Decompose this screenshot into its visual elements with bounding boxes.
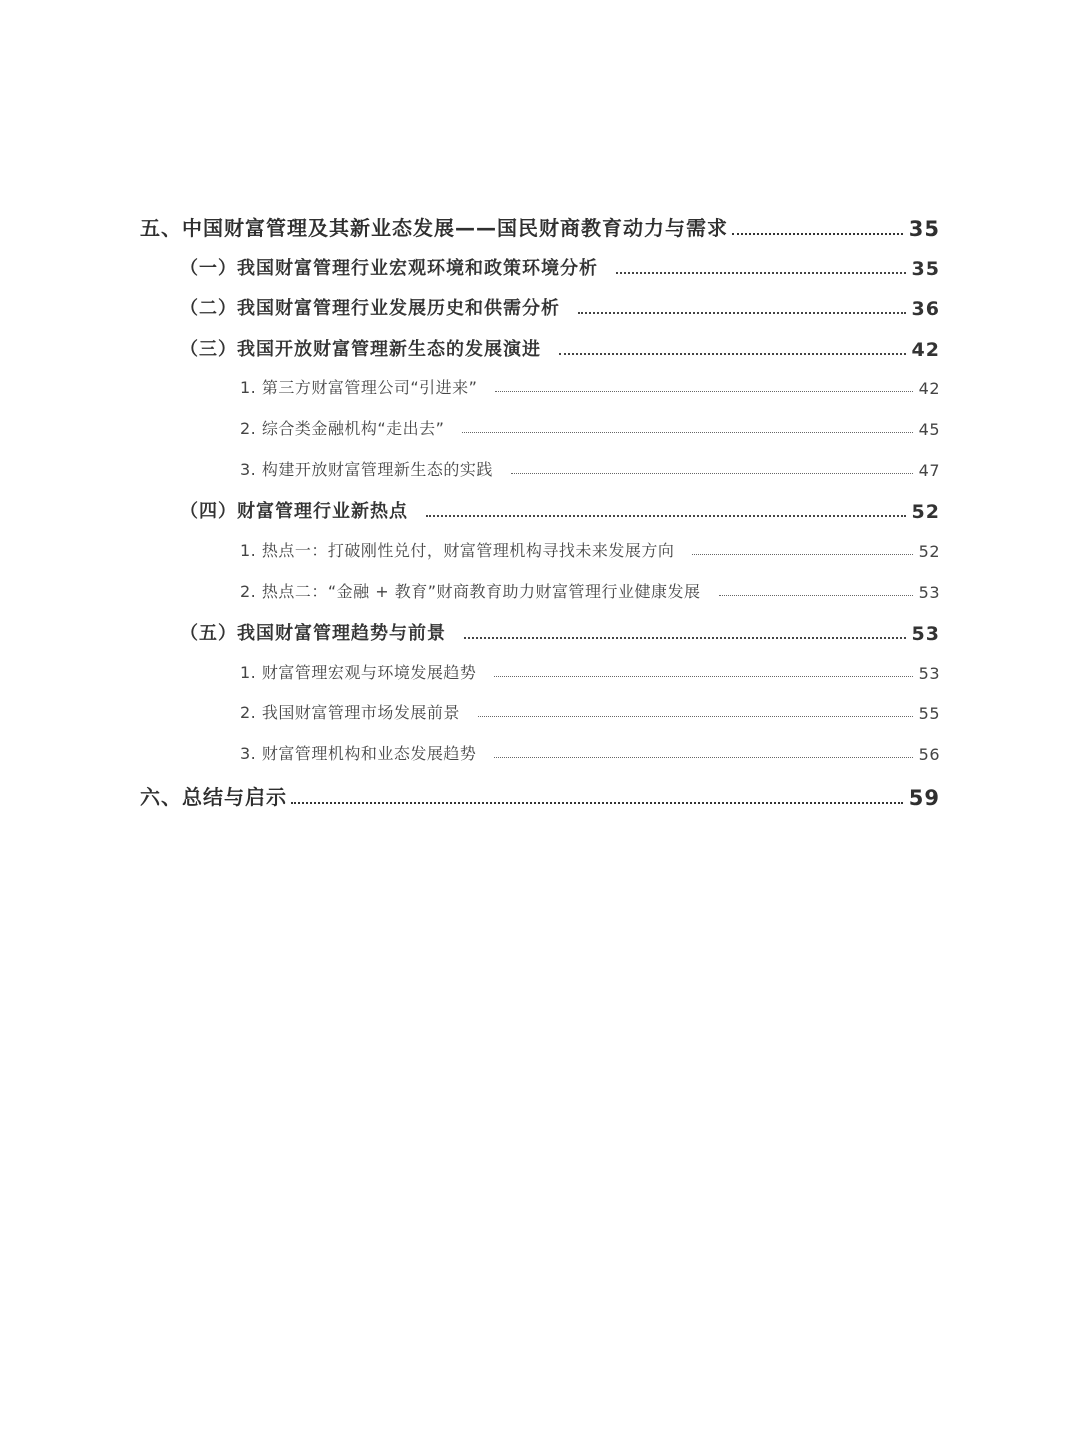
dot-leader	[495, 390, 912, 392]
toc-entry-section-5-4[interactable]	[180, 497, 940, 523]
toc-entry-subsection-5-3-2[interactable]	[240, 416, 940, 439]
toc-entry-page: 53	[911, 623, 940, 645]
dot-leader	[291, 801, 903, 804]
toc-entry-page: 35	[911, 258, 940, 280]
dot-leader	[426, 514, 906, 517]
toc-entry-title: 六、总结与启示	[140, 785, 287, 809]
toc-entry-title: （三）我国开放财富管理新生态的发展演进	[180, 339, 541, 360]
toc-entry-title: 1. 财富管理宏观与环境发展趋势	[240, 663, 477, 682]
toc-entry-page: 35	[908, 217, 940, 241]
toc-entry-chapter-5[interactable]	[140, 212, 940, 241]
toc-entry-section-5-5[interactable]	[180, 619, 940, 645]
toc-entry-page: 52	[918, 542, 940, 561]
toc-entry-subsection-5-5-2[interactable]	[240, 700, 940, 723]
dot-leader	[692, 553, 912, 555]
toc-entry-page: 42	[911, 339, 940, 361]
toc-entry-page: 47	[918, 461, 940, 480]
toc-entry-page: 36	[911, 298, 940, 320]
dot-leader	[719, 594, 913, 596]
toc-entry-page: 42	[918, 379, 940, 398]
dot-leader	[478, 715, 913, 717]
dot-leader	[494, 675, 912, 677]
toc-entry-title: （一）我国财富管理行业宏观环境和政策环境分析	[180, 258, 598, 279]
toc-entry-page: 59	[908, 786, 940, 810]
toc-entry-page: 45	[918, 420, 940, 439]
toc-entry-title: 1. 热点一：打破刚性兑付，财富管理机构寻找未来发展方向	[240, 541, 675, 560]
toc-entry-section-5-1[interactable]	[180, 254, 940, 280]
toc-entry-subsection-5-4-1[interactable]	[240, 538, 940, 561]
toc-entry-title: （五）我国财富管理趋势与前景	[180, 623, 446, 644]
toc-entry-page: 53	[918, 664, 940, 683]
toc-entry-subsection-5-4-2[interactable]	[240, 579, 940, 602]
toc-entry-title: 2. 我国财富管理市场发展前景	[240, 703, 460, 722]
toc-entry-title: 3. 财富管理机构和业态发展趋势	[240, 744, 477, 763]
toc-entry-section-5-2[interactable]	[180, 294, 940, 320]
dot-leader	[616, 271, 906, 274]
toc-entry-subsection-5-5-3[interactable]	[240, 741, 940, 764]
toc-entry-subsection-5-5-1[interactable]	[240, 660, 940, 683]
toc-entry-page: 52	[911, 501, 940, 523]
toc-entry-page: 53	[918, 583, 940, 602]
toc-entry-title: （二）我国财富管理行业发展历史和供需分析	[180, 298, 560, 319]
dot-leader	[511, 472, 913, 474]
toc-entry-chapter-6[interactable]	[140, 781, 940, 810]
toc-entry-title: 2. 热点二：“金融 + 教育”财商教育助力财富管理行业健康发展	[240, 582, 701, 601]
toc-entry-title: 2. 综合类金融机构“走出去”	[240, 419, 445, 438]
toc-entry-title: （四）财富管理行业新热点	[180, 501, 408, 522]
dot-leader	[464, 636, 906, 639]
dot-leader	[494, 756, 912, 758]
toc-entry-subsection-5-3-1[interactable]	[240, 375, 940, 398]
toc-entry-section-5-3[interactable]	[180, 335, 940, 361]
toc-entry-title: 五、中国财富管理及其新业态发展——国民财商教育动力与需求	[140, 216, 728, 240]
dot-leader	[578, 311, 906, 314]
toc-entry-subsection-5-3-3[interactable]	[240, 457, 940, 480]
dot-leader	[559, 352, 906, 355]
toc-entry-title: 1. 第三方财富管理公司“引进来”	[240, 378, 478, 397]
toc-entry-page: 55	[918, 704, 940, 723]
dot-leader	[732, 232, 903, 235]
toc-entry-title: 3. 构建开放财富管理新生态的实践	[240, 460, 493, 479]
toc-entry-page: 56	[918, 745, 940, 764]
dot-leader	[462, 431, 912, 433]
